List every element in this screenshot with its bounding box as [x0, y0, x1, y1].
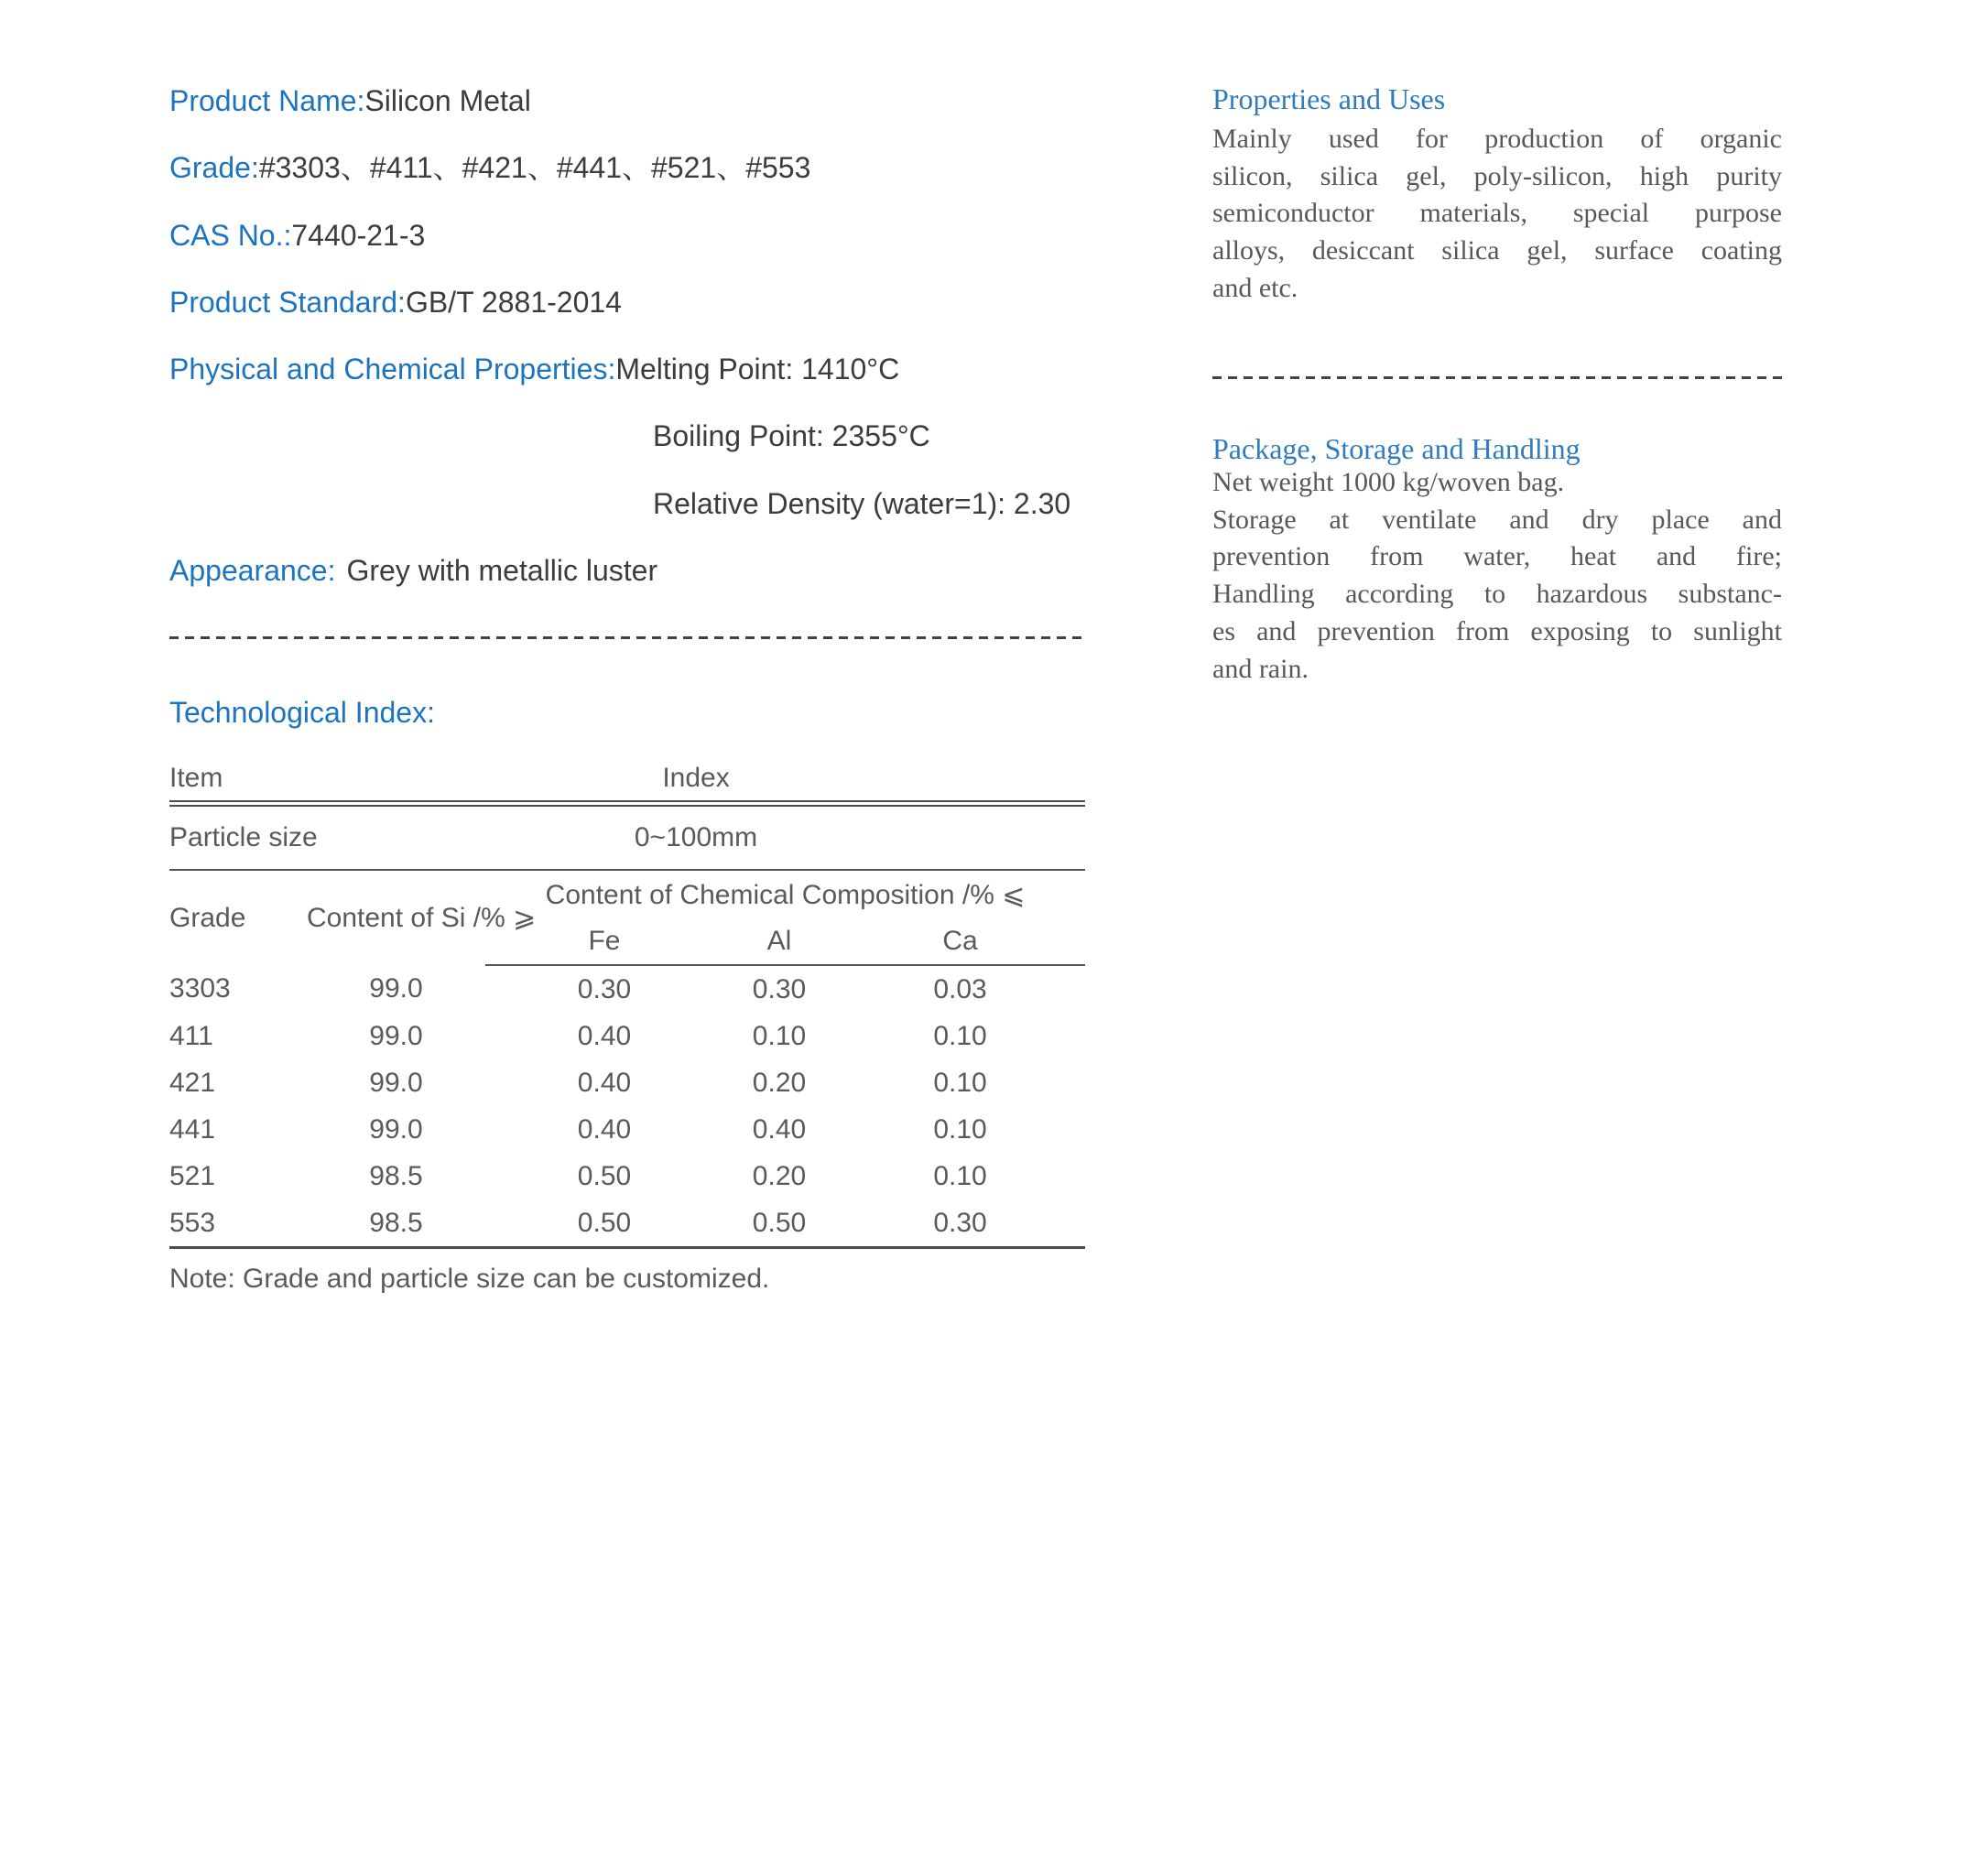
package-storage-heading: Package, Storage and Handling	[1212, 432, 1581, 465]
paragraph-line: alloys, desiccant silica gel, surface coating	[1212, 235, 1782, 266]
paragraph-line: and etc.	[1212, 272, 1298, 303]
paragraph-line: Storage at ventilate and dry place and	[1212, 504, 1782, 535]
field-cas-no-label: CAS No.:	[169, 219, 292, 252]
table-header-row-item	[169, 756, 1085, 804]
paragraph-line: semiconductor materials, special purpose	[1212, 198, 1782, 229]
table-row	[169, 1059, 1085, 1106]
field-cas-no	[169, 217, 425, 254]
table-cell: 98.5	[307, 1199, 485, 1248]
table-cell: 0.10	[933, 1020, 987, 1051]
col-header-ca: Ca	[835, 918, 1085, 965]
field-appearance-value: Grey with metallic luster	[346, 554, 658, 587]
col-header-grade: Grade	[169, 902, 246, 933]
paragraph-line: prevention from water, heat and fire;	[1212, 541, 1782, 572]
properties-uses-paragraph	[1212, 121, 1782, 308]
properties-uses-heading: Properties and Uses	[1212, 82, 1446, 115]
table-cell: 441	[169, 1113, 216, 1145]
package-storage-paragraph	[1212, 464, 1782, 688]
table-cell: 0.10	[752, 1020, 807, 1051]
field-product-standard-label: Product Standard:	[169, 286, 406, 319]
table-cell: 521	[169, 1160, 216, 1191]
field-product-name	[169, 82, 531, 119]
table-cell: 0.10	[933, 1067, 987, 1098]
table-cell: 0.40	[577, 1113, 632, 1145]
table-row	[169, 1106, 1085, 1153]
paragraph-line: Handling according to hazardous substanc-	[1212, 579, 1782, 610]
paragraph-line: and rain.	[1212, 653, 1309, 684]
field-melting-point-value: Melting Point: 1410°C	[615, 353, 900, 385]
table-cell: 0.50	[485, 1199, 723, 1248]
table-cell: 0.10	[933, 1113, 987, 1145]
table-row	[169, 1199, 1085, 1248]
table-cell: 553	[169, 1199, 307, 1248]
field-physical-chemical	[169, 351, 899, 387]
table-header-row-composition	[169, 870, 1085, 918]
field-product-name-label: Product Name:	[169, 84, 365, 117]
table-cell: 0.50	[577, 1160, 632, 1191]
table-cell: 0.40	[577, 1067, 632, 1098]
table-cell: 99.0	[369, 1020, 423, 1051]
table-row	[169, 1153, 1085, 1199]
paragraph-line: silicon, silica gel, poly-silicon, high purity	[1212, 160, 1782, 191]
table-cell: 0.03	[933, 973, 987, 1004]
table-row	[169, 965, 1085, 1013]
table-cell: 0.10	[933, 1160, 987, 1191]
paragraph-line: Mainly used for production of organic	[1212, 124, 1782, 154]
particle-size-label: Particle size	[169, 804, 307, 871]
left-dashed-divider	[169, 636, 1085, 639]
field-grade-value: #3303、#411、#421、#441、#521、#553	[258, 151, 811, 184]
field-appearance	[169, 552, 657, 589]
col-header-fe: Fe	[485, 918, 723, 965]
table-cell: 0.50	[723, 1199, 835, 1248]
right-dashed-divider	[1212, 376, 1782, 379]
col-header-index: Index	[307, 756, 1085, 804]
table-cell: 3303	[169, 973, 231, 1004]
tech-index-heading: Technological Index:	[169, 696, 435, 729]
table-cell: 0.20	[752, 1160, 807, 1191]
col-header-item: Item	[169, 756, 307, 804]
field-grade-label: Grade:	[169, 151, 259, 184]
tech-index-table	[169, 756, 1085, 1249]
table-cell: 99.0	[369, 1113, 423, 1145]
table-cell: 0.30	[577, 973, 632, 1004]
table-cell: 0.20	[752, 1067, 807, 1098]
table-cell: 0.30	[835, 1199, 1085, 1248]
field-product-name-value: Silicon Metal	[364, 84, 531, 117]
field-product-standard-value: GB/T 2881-2014	[405, 286, 622, 319]
table-cell: 0.40	[752, 1113, 807, 1145]
field-cas-no-value: 7440-21-3	[291, 219, 426, 252]
table-cell: 0.30	[752, 973, 807, 1004]
table-cell: 99.0	[369, 973, 423, 1004]
table-cell: 99.0	[369, 1067, 423, 1098]
table-row-particle-size	[169, 804, 1085, 871]
col-header-al: Al	[723, 918, 835, 965]
field-physical-chemical-label: Physical and Chemical Properties:	[169, 353, 616, 385]
col-header-composition: Content of Chemical Composition /% ⩽	[545, 879, 1026, 910]
table-cell: 421	[169, 1067, 216, 1098]
table-cell: 411	[169, 1020, 213, 1051]
table-cell: 98.5	[369, 1160, 423, 1191]
table-cell: 0.40	[577, 1020, 632, 1051]
paragraph-line: Net weight 1000 kg/woven bag.	[1212, 467, 1565, 497]
field-appearance-label: Appearance:	[169, 554, 336, 587]
boiling-point-line: Boiling Point: 2355°C	[653, 419, 930, 452]
field-grade	[169, 149, 810, 186]
paragraph-line: es and prevention from exposing to sunlight	[1212, 615, 1782, 646]
col-header-si: Content of Si /% ⩾	[307, 903, 537, 933]
relative-density-line: Relative Density (water=1): 2.30	[653, 487, 1071, 520]
table-note: Note: Grade and particle size can be customized.	[169, 1264, 770, 1294]
table-row	[169, 1013, 1085, 1059]
field-product-standard	[169, 284, 622, 320]
particle-size-value: 0~100mm	[307, 804, 1085, 871]
